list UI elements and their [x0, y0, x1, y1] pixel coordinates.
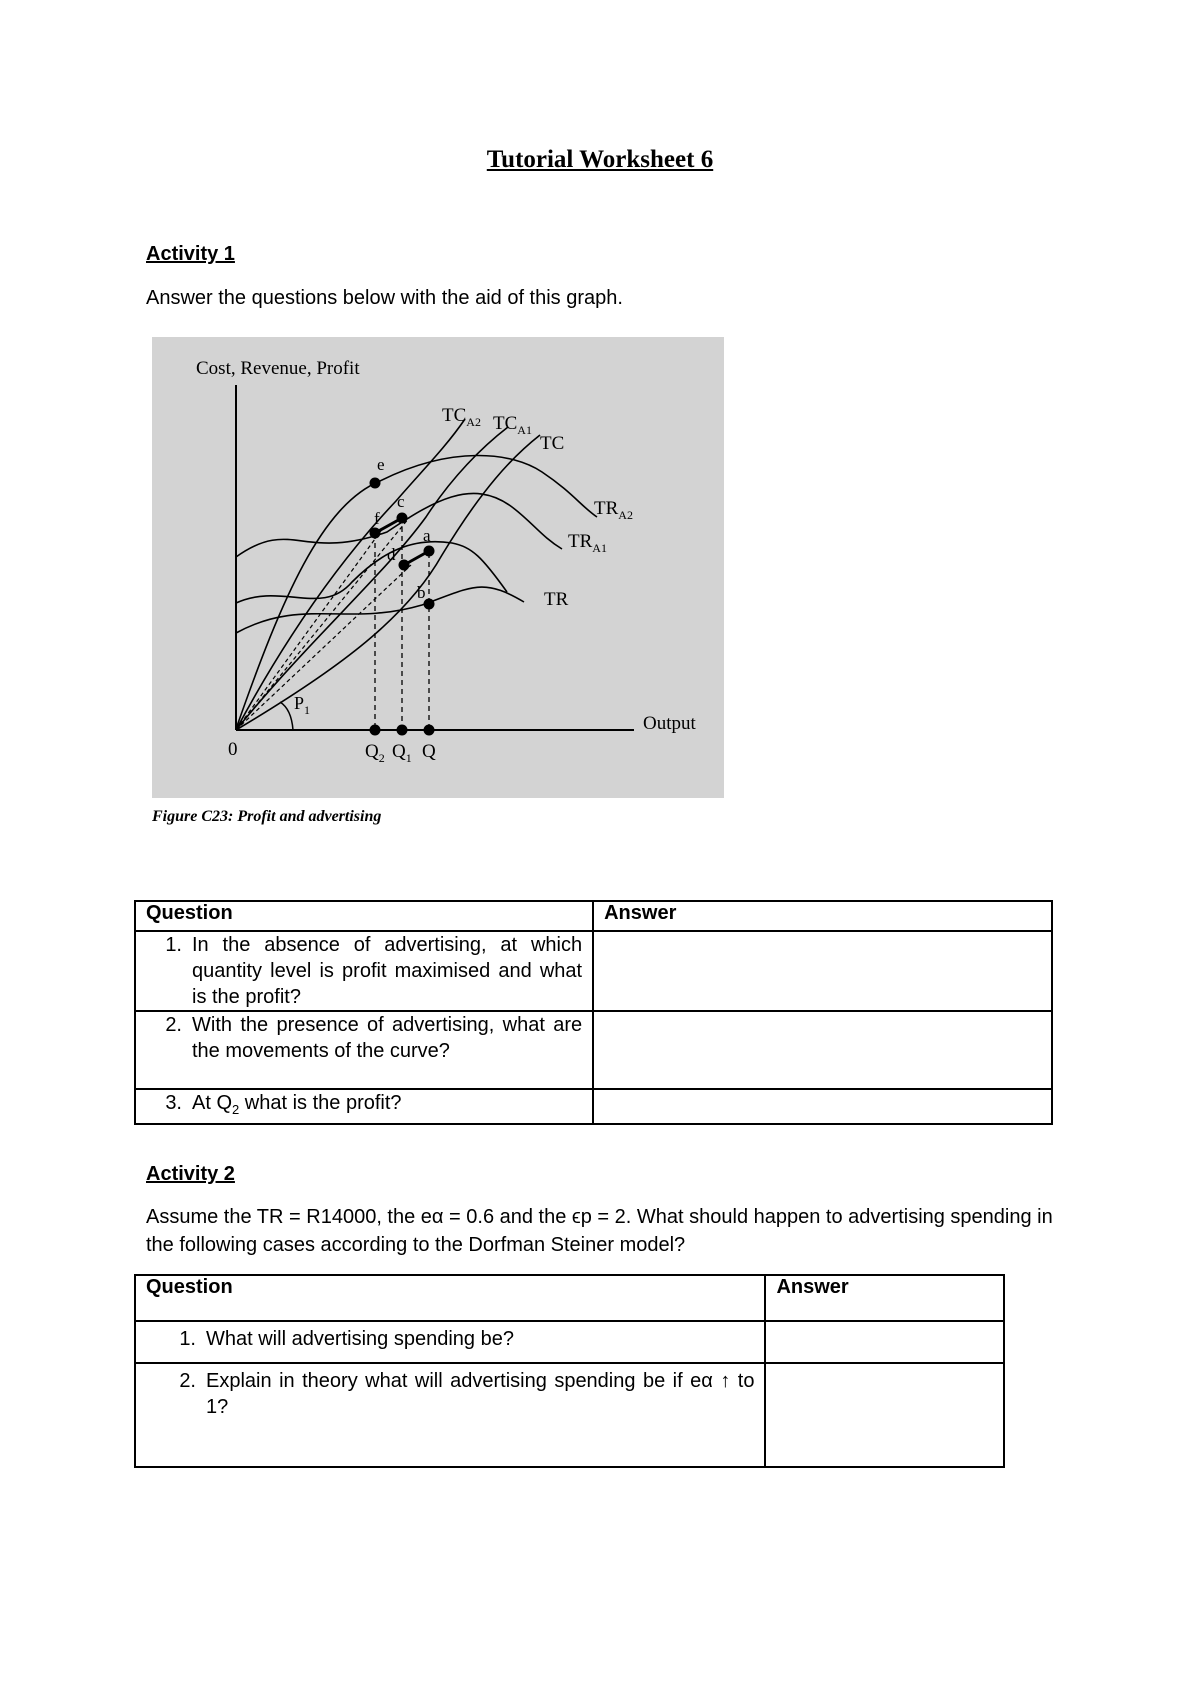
question-cell: [135, 1363, 765, 1467]
question-cell: [135, 1321, 765, 1363]
label-tr-a2: $TR_{A2}$: [594, 498, 633, 522]
answer-cell[interactable]: [593, 1011, 1052, 1089]
label-tr-a1: $TR_{A1}$: [568, 531, 607, 555]
activity-1-table: [134, 900, 1053, 1125]
question-text: At $Q_2$ what is the profit?: [192, 1092, 402, 1117]
curve-tc: [236, 435, 540, 730]
activity-2-heading: Activity 2: [146, 1163, 235, 1185]
point-a: [424, 546, 435, 557]
page-title: Tutorial Worksheet 6: [486, 146, 714, 173]
tick-q2: $Q_2$: [365, 741, 385, 765]
header-answer: Answer: [765, 1275, 1004, 1321]
point-q1: [397, 725, 408, 736]
curve-tc-a1: [236, 427, 508, 730]
label-c: c: [397, 492, 405, 511]
activity-2-table: [134, 1274, 1005, 1468]
question-text: In the absence of advertising, at which quantity level is profit maximised and what is the profit?: [192, 934, 583, 1008]
header-question: Question: [135, 1275, 765, 1321]
label-tc-a1: $TC_{A1}$: [493, 413, 532, 437]
point-f: [370, 528, 381, 539]
question-text: Explain in theory what will advertising spending be if eα ↑ to 1?: [206, 1370, 755, 1418]
point-e: [370, 478, 381, 489]
activity-1-intro: Answer the questions below with the aid of this graph.: [146, 287, 623, 309]
question-cell: [135, 1089, 593, 1124]
table-row: [135, 931, 1052, 1011]
label-tc: TC: [540, 433, 565, 454]
tick-q: Q: [422, 741, 436, 762]
x-axis-label: Output: [643, 713, 696, 734]
point-d: [399, 560, 410, 571]
activity-2-intro: Assume the TR = R14000, the eα = 0.6 and the ϵp = 2. What should happen to advertising spending in the following cases according to the Dorfman Steiner model?: [146, 1206, 1053, 1256]
label-tr: TR: [544, 589, 569, 610]
table-row: [135, 1321, 1004, 1363]
y-axis-label: Cost, Revenue, Profit: [196, 358, 360, 379]
question-text: What will advertising spending be?: [206, 1328, 514, 1350]
table-row: [135, 1363, 1004, 1467]
tick-q1: $Q_1$: [392, 741, 412, 765]
label-f: f: [374, 509, 380, 528]
point-q2: [370, 725, 381, 736]
question-number: 2.: [179, 1370, 196, 1392]
point-c: [397, 513, 408, 524]
figure-caption: Figure C23: Profit and advertising: [152, 808, 382, 825]
header-question: Question: [135, 901, 593, 931]
question-number: 1.: [179, 1328, 196, 1350]
answer-cell[interactable]: [593, 1089, 1052, 1124]
origin-label: 0: [228, 739, 238, 760]
table-header-row: [135, 901, 1052, 931]
profit-advertising-figure: [152, 337, 724, 798]
question-text: With the presence of advertising, what are the movements of the curve?: [192, 1014, 583, 1062]
label-d: d: [387, 545, 396, 564]
answer-cell[interactable]: [765, 1321, 1004, 1363]
label-tc-a2: $TC_{A2}$: [442, 405, 481, 429]
table-header-row: [135, 1275, 1004, 1321]
label-e: e: [377, 455, 385, 474]
point-q: [424, 725, 435, 736]
label-a: a: [423, 526, 431, 545]
question-cell: [135, 931, 593, 1011]
question-number: 2.: [165, 1014, 182, 1036]
p1-angle-arc: [280, 702, 293, 730]
question-number: 3.: [165, 1092, 182, 1114]
activity-1-heading: Activity 1: [146, 243, 235, 265]
question-cell: [135, 1011, 593, 1089]
table-row: [135, 1089, 1052, 1124]
header-answer: Answer: [593, 901, 1052, 931]
answer-cell[interactable]: [593, 931, 1052, 1011]
label-b: b: [417, 583, 426, 602]
ray-to-f: [236, 528, 383, 730]
question-number: 1.: [165, 934, 182, 956]
table-row: [135, 1011, 1052, 1089]
curve-tr-a1-lower: [236, 542, 507, 603]
figure-graph: [152, 337, 724, 798]
answer-cell[interactable]: [765, 1363, 1004, 1467]
p1-label: $P_1$: [294, 693, 311, 717]
